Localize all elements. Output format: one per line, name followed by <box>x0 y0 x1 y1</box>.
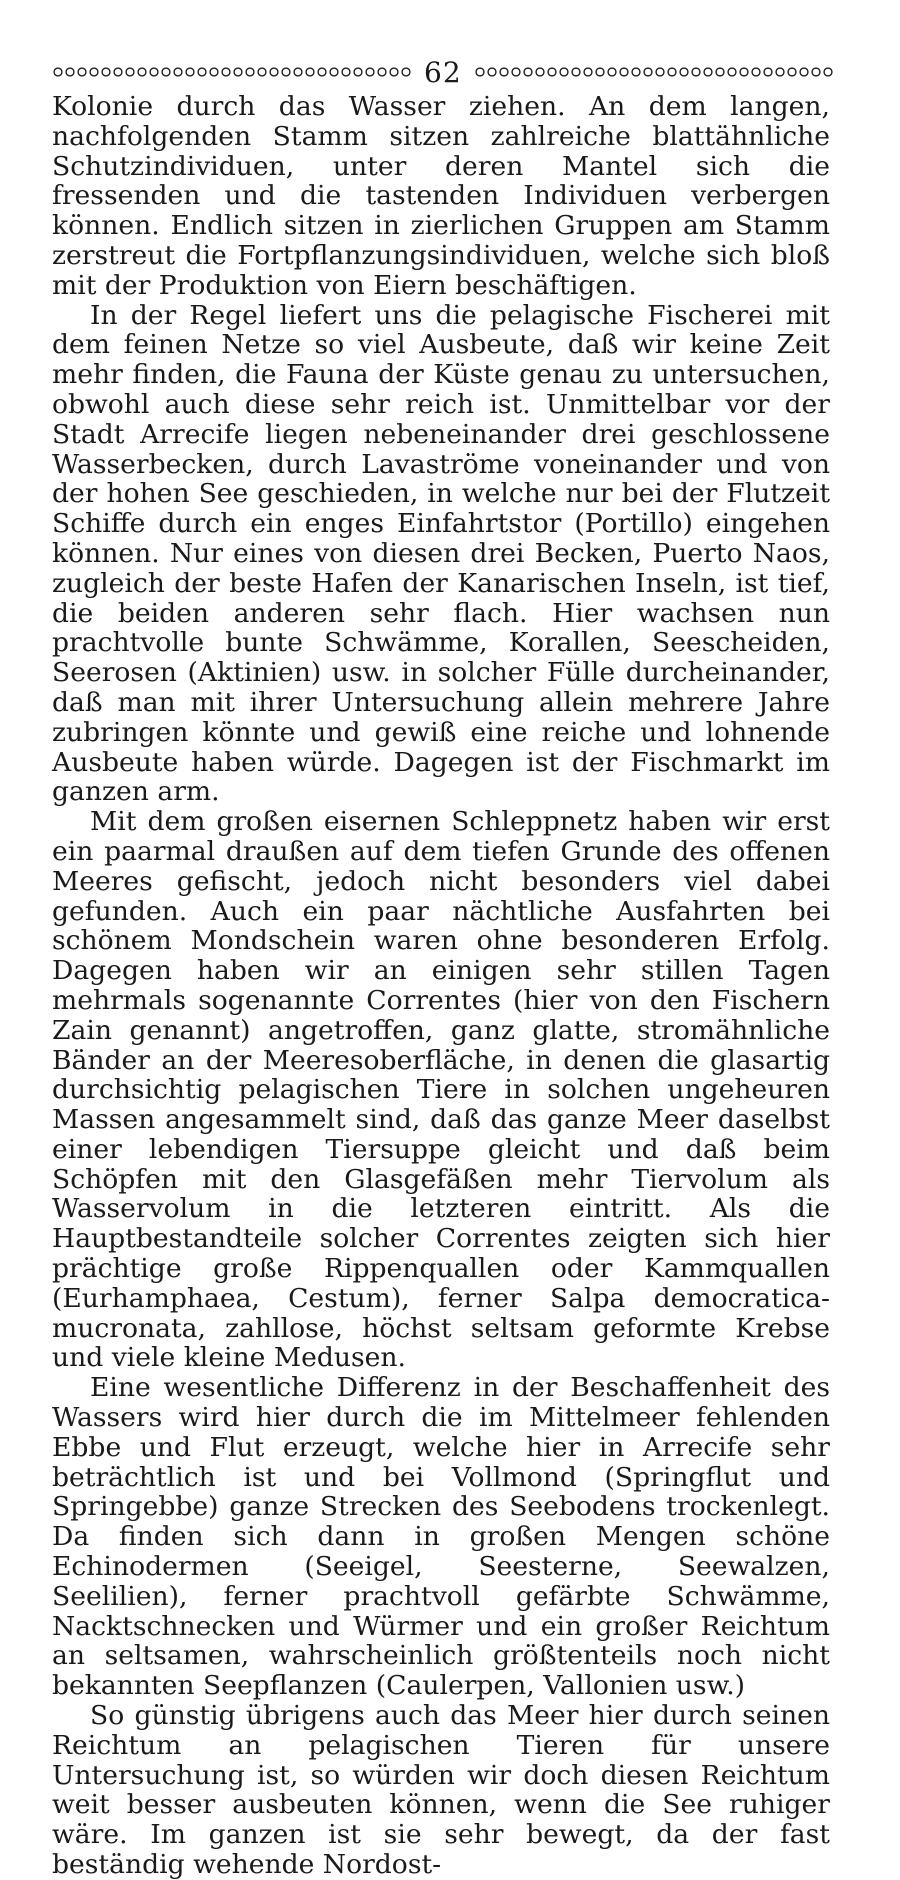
paragraph: Mit dem großen eisernen Schleppnetz haben wir erst ein paarmal draußen auf dem tiefen Grunde des offenen Meeres gefischt, jedoch nicht besonders viel dabei gefunden. Auch ein paar nächtliche Ausfahrten bei schönem Mondschein waren ohne besonderen Erfolg. Dagegen haben wir an einigen sehr stillen Tagen mehrmals sogenannte Correntes (hier von den Fischern Zain genannt) angetroffen, ganz glatte, stromähnliche Bänder an der Meeresoberfläche, in denen die glasartig durchsichtig pelagischen Tiere in solchen ungeheuren Massen angesammelt sind, daß das ganze Meer daselbst einer lebendigen Tiersuppe gleicht und daß beim Schöpfen mit den Glasgefäßen mehr Tiervolum als Wasservolum in die letzteren eintritt. Als die Hauptbestandteile solcher Correntes zeigten sich hier prächtige große Rippenquallen oder Kammquallen (Eurhamphaea, Cestum), ferner Salpa democratica-mucronata, zahllose, höchst seltsam geformte Krebse und viele kleine Medusen. <box>52 806 830 1374</box>
body-text <box>52 92 830 1880</box>
paragraph-continued: Kolonie durch das Wasser ziehen. An dem langen, nachfolgenden Stamm sitzen zahlreiche blattähnliche Schutzindividuen, unter deren Mantel sich die fressenden und die tastenden Individuen verbergen können. Endlich sitzen in zierlichen Gruppen am Stamm zerstreut die Fortpflanzungsindividuen, welche sich bloß mit der Produktion von Eiern beschäftigen. <box>52 91 830 301</box>
paragraph: Eine wesentliche Differenz in der Beschaffenheit des Wassers wird hier durch die im Mittelmeer fehlenden Ebbe und Flut erzeugt, welche hier in Arrecife sehr beträchtlich ist und bei Vollmond (Springflut und Springebbe) ganze Strecken des Seebodens trockenlegt. Da finden sich dann in großen Mengen schöne Echinodermen (Seeigel, Seesterne, Seewalzen, Seelilien), ferner prachtvoll gefärbte Schwämme, Nacktschnecken und Würmer und ein großer Reichtum an seltsamen, wahrscheinlich größtenteils noch nicht bekannten Seepflanzen (Caulerpen, Vallonien usw.) <box>52 1372 830 1702</box>
left-ornament-rule <box>52 66 412 78</box>
page-number: 62 <box>424 55 462 89</box>
paragraph: So günstig übrigens auch das Meer hier durch seinen Reichtum an pelagischen Tieren für unsere Untersuchung ist, so würden wir doch diesen Reichtum weit besser ausbeuten können, wenn die See ruhiger wäre. Im ganzen ist sie sehr bewegt, da der fast beständig wehende Nordost- <box>52 1700 830 1880</box>
page-header <box>52 52 830 92</box>
paragraph: In der Regel liefert uns die pelagische Fischerei mit dem feinen Netze so viel Ausbeute, daß wir keine Zeit mehr finden, die Fauna der Küste genau zu untersuchen, obwohl auch diese sehr reich ist. Unmittelbar vor der Stadt Arrecife liegen nebeneinander drei geschlossene Wasserbecken, durch Lavaströme voneinander und von der hohen See geschieden, in welche nur bei der Flutzeit Schiffe durch ein enges Einfahrtstor (Portillo) eingehen können. Nur eines von diesen drei Becken, Puerto Naos, zugleich der beste Hafen der Kanarischen Inseln, ist tief, die beiden anderen sehr flach. Hier wachsen nun prachtvolle bunte Schwämme, Korallen, Seescheiden, Seerosen (Aktinien) usw. in solcher Fülle durcheinander, daß man mit ihrer Untersuchung allein mehrere Jahre zubringen könnte und gewiß eine reiche und lohnende Ausbeute haben würde. Dagegen ist der Fischmarkt im ganzen arm. <box>52 299 830 808</box>
right-ornament-rule <box>474 66 834 78</box>
